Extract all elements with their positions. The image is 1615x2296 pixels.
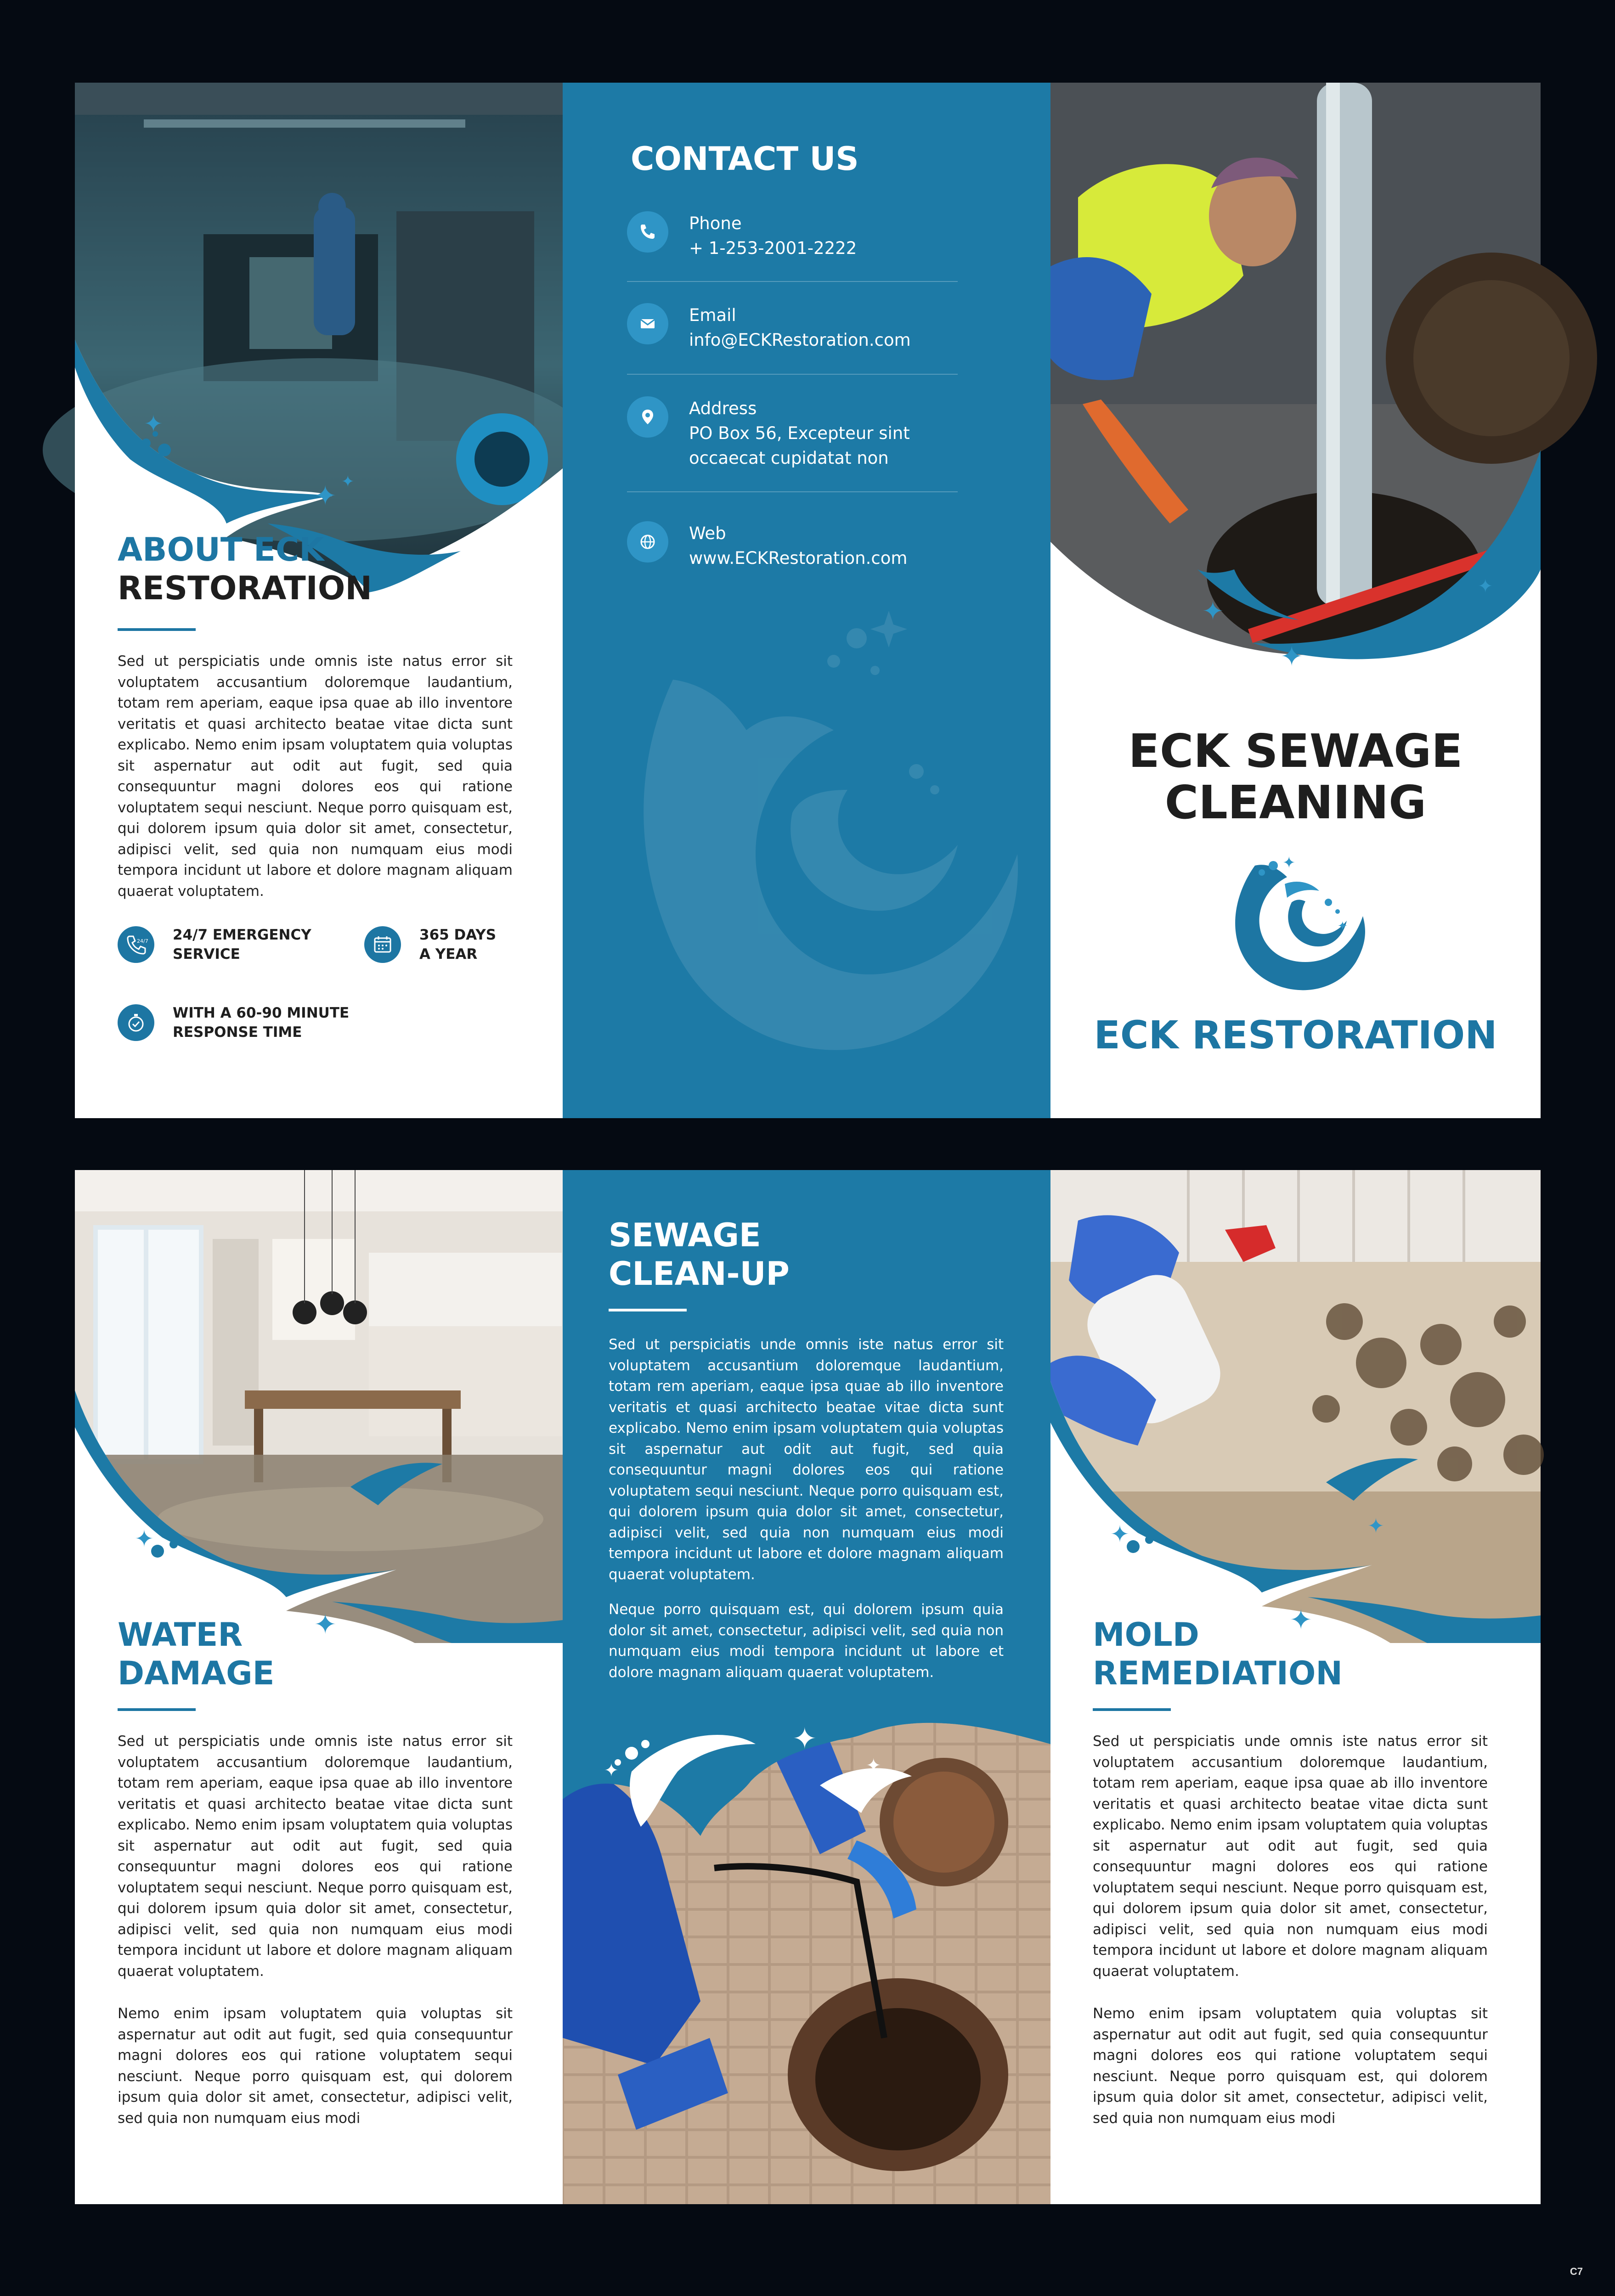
contact-address	[627, 396, 958, 471]
manhole-cleaning-photo	[563, 1716, 1050, 2204]
flooded-basement-photo	[75, 83, 563, 597]
wave-watermark-icon	[618, 597, 1031, 1079]
feature-days-line2: A YEAR	[419, 946, 478, 962]
water-body-2: Nemo enim ipsam voluptatem quia voluptas sit aspernatur aut odit aut fugit, sed quia consequuntur magni dolores eos qui ratione voluptatem sequi nesciunt. Neque porro quisquam est, qui dolorem ipsum quia dolor sit amet, consectetur, adipisci velit, sed quia non numquam eius modi	[118, 2005, 513, 2127]
svg-text:✦: ✦	[135, 1526, 154, 1552]
feature-response	[118, 1003, 349, 1042]
about-title-line1: ABOUT ECK	[118, 531, 324, 568]
sewage-body-1: Sed ut perspiciatis unde omnis iste natus error sit voluptatem accusantium doloremque laudantium, totam rem aperiam, eaque ipsa quae ab illo inventore veritatis et quasi architecto beatae vitae dicta sunt explicabo. Nemo enim ipsam voluptatem quia voluptas sit aspernatur aut odit aut fugit, sed quia consequuntur magni dolores eos qui ratione voluptatem sequi nesciunt. Neque porro quisquam est, qui dolorem ipsum quia dolor sit amet, consectetur, adipisci velit, sed quia non numquam eius modi tempora incidunt ut labore et dolore magnam aliquam quaerat voluptatem.	[609, 1336, 1004, 1583]
contact-phone-label: Phone	[689, 214, 742, 233]
contact-divider	[627, 491, 958, 492]
mold-body-2: Nemo enim ipsam voluptatem quia voluptas sit aspernatur aut odit aut fugit, sed quia consequuntur magni dolores eos qui ratione voluptatem sequi nesciunt. Neque porro quisquam est, qui dolorem ipsum quia dolor sit amet, consectetur, adipisci velit, sed quia non numquam eius modi	[1093, 2005, 1488, 2127]
contact-web-label: Web	[689, 523, 726, 543]
contact-web-value[interactable]: www.ECKRestoration.com	[689, 548, 908, 568]
mold-spraying-photo	[1050, 1170, 1541, 1643]
water-title-line2: DAMAGE	[118, 1654, 275, 1692]
cover-title	[1050, 726, 1541, 828]
water-title-rule	[118, 1708, 196, 1711]
feature-emergency	[118, 925, 311, 964]
sewage-title-line1: SEWAGE	[609, 1216, 761, 1254]
sewer-worker-photo	[1050, 83, 1541, 689]
flooded-kitchen-photo	[75, 1170, 563, 1643]
mold-body-1: Sed ut perspiciatis unde omnis iste natus error sit voluptatem accusantium doloremque laudantium, totam rem aperiam, eaque ipsa quae ab illo inventore veritatis et quasi architecto beatae vitae dicta sunt explicabo. Nemo enim ipsam voluptatem quia voluptas sit aspernatur aut odit aut fugit, sed quia consequuntur magni dolores eos qui ratione voluptatem sequi nesciunt. Neque porro quisquam est, qui dolorem ipsum quia dolor sit amet, consectetur, adipisci velit, sed quia non numquam eius modi tempora incidunt ut labore et dolore magnam aliquam quaerat voluptatem.	[1093, 1733, 1488, 1980]
feature-days-line1: 365 DAYS	[419, 927, 497, 943]
svg-text:✦: ✦	[314, 480, 337, 511]
sewage-title	[609, 1216, 790, 1293]
about-title-line2: RESTORATION	[118, 569, 372, 607]
about-title	[118, 530, 372, 608]
mold-title-rule	[1093, 1708, 1171, 1711]
mold-title-line2: REMEDIATION	[1093, 1654, 1343, 1692]
feature-days	[364, 925, 496, 964]
water-body-1: Sed ut perspiciatis unde omnis iste natus error sit voluptatem accusantium doloremque laudantium, totam rem aperiam, eaque ipsa quae ab illo inventore veritatis et quasi architecto beatae vitae dicta sunt explicabo. Nemo enim ipsam voluptatem quia voluptas sit aspernatur aut odit aut fugit, sed quia consequuntur magni dolores eos qui ratione voluptatem sequi nesciunt. Neque porro quisquam est, qui dolorem ipsum quia dolor sit amet, consectetur, adipisci velit, sed quia non numquam eius modi tempora incidunt ut labore et dolore magnam aliquam quaerat voluptatem.	[118, 1733, 513, 1980]
contact-email[interactable]	[627, 303, 958, 353]
feature-emergency-line1: 24/7 EMERGENCY	[173, 927, 311, 943]
water-damage-panel	[75, 1170, 563, 2204]
svg-text:✦: ✦	[314, 1609, 337, 1640]
sewage-panel	[563, 1170, 1050, 2204]
mold-title	[1093, 1615, 1343, 1693]
water-title-line1: WATER	[118, 1616, 243, 1654]
contact-address-line2: occaecat cupidatat non	[689, 448, 889, 468]
svg-text:✦: ✦	[1280, 641, 1304, 672]
mold-title-line1: MOLD	[1093, 1616, 1199, 1654]
contact-email-label: Email	[689, 305, 736, 325]
globe-icon	[627, 521, 668, 563]
svg-text:✦: ✦	[1282, 854, 1296, 872]
contact-phone[interactable]	[627, 211, 958, 261]
contact-divider	[627, 374, 958, 375]
stopwatch-icon	[118, 1004, 154, 1041]
cover-panel	[1050, 83, 1541, 1118]
svg-text:✦: ✦	[792, 1722, 817, 1755]
feature-emergency-line2: SERVICE	[173, 946, 240, 962]
mold-panel	[1050, 1170, 1541, 2204]
svg-text:24/7: 24/7	[137, 938, 148, 944]
svg-text:✦: ✦	[1367, 1515, 1384, 1537]
cover-title-line2: CLEANING	[1164, 776, 1427, 829]
contact-title: CONTACT US	[631, 140, 859, 178]
svg-text:✦: ✦	[1338, 919, 1348, 933]
cover-title-line1: ECK SEWAGE	[1128, 724, 1463, 778]
svg-text:✦: ✦	[1202, 597, 1224, 625]
feature-response-line2: RESPONSE TIME	[173, 1024, 302, 1041]
page-number: C7	[1570, 2266, 1583, 2277]
feature-response-line1: WITH A 60-90 MINUTE	[173, 1005, 350, 1021]
sewage-title-rule	[609, 1309, 687, 1311]
svg-text:✦: ✦	[144, 411, 163, 437]
contact-email-value[interactable]: info@ECKRestoration.com	[689, 330, 911, 350]
water-title	[118, 1615, 274, 1693]
contact-panel	[563, 83, 1050, 1118]
contact-divider	[627, 281, 958, 282]
eck-wave-logo-icon	[1223, 847, 1370, 999]
location-pin-icon	[627, 396, 668, 438]
about-body: Sed ut perspiciatis unde omnis iste natus error sit voluptatem accusantium doloremque laudantium, totam rem aperiam, eaque ipsa quae ab illo inventore veritatis et quasi architecto beatae vitae dicta sunt explicabo. Nemo enim ipsam voluptatem quia voluptas sit aspernatur aut odit aut fugit, sed quia consequuntur magni dolores eos qui ratione voluptatem sequi nesciunt. Neque porro quisquam est, qui dolorem ipsum quia dolor sit amet, consectetur, adipisci velit, sed quia non numquam eius modi tempora incidunt ut labore et dolore magnam aliquam quaerat voluptatem.	[118, 653, 513, 900]
email-icon	[627, 303, 668, 344]
phone-icon	[627, 211, 668, 253]
svg-text:✦: ✦	[604, 1761, 619, 1780]
phone-24-icon	[118, 926, 154, 963]
svg-text:✦: ✦	[1110, 1521, 1129, 1547]
cover-brand: ECK RESTORATION	[1094, 1013, 1497, 1058]
svg-text:✦: ✦	[866, 1756, 881, 1776]
about-title-rule	[118, 628, 196, 631]
sewage-title-line2: CLEAN-UP	[609, 1255, 790, 1293]
svg-text:✦: ✦	[341, 473, 355, 490]
svg-text:✦: ✦	[1289, 1604, 1313, 1635]
svg-text:✦: ✦	[1478, 576, 1493, 597]
calendar-icon	[364, 926, 401, 963]
sewage-body-2: Neque porro quisquam est, qui dolorem ipsum quia dolor sit amet, consectetur, adipisci velit, sed quia non numquam eius modi tempora incidunt ut labore et dolore magnam aliquam quaerat voluptatem.	[609, 1601, 1004, 1681]
contact-address-label: Address	[689, 399, 757, 418]
contact-web[interactable]	[627, 521, 958, 571]
contact-address-line1: PO Box 56, Excepteur sint	[689, 423, 910, 443]
contact-phone-value[interactable]: + 1-253-2001-2222	[689, 238, 857, 258]
about-panel	[75, 83, 563, 1118]
